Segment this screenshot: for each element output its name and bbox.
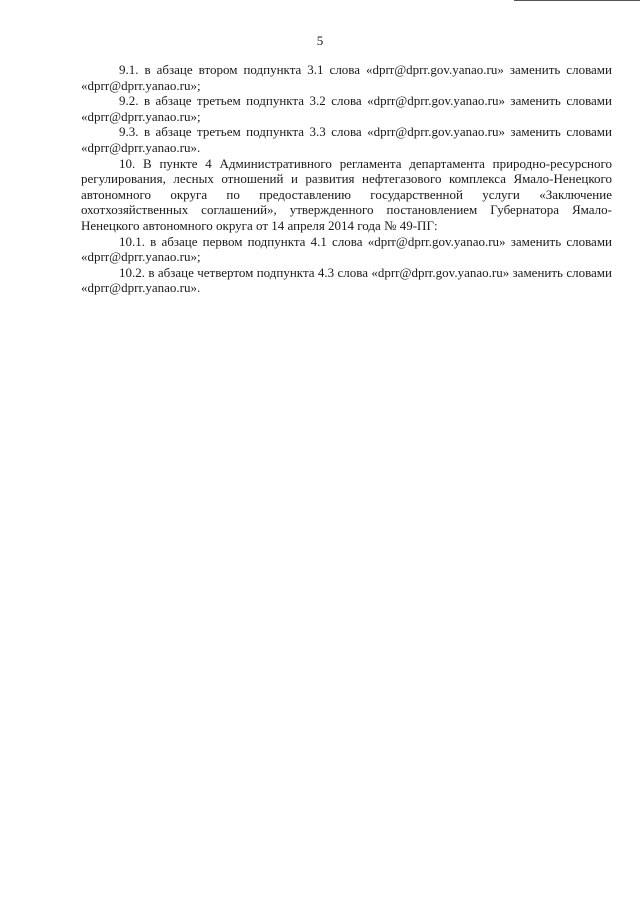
- paragraph-9-1: 9.1. в абзаце втором подпункта 3.1 слова «dprr@dprr.gov.yanao.ru» заменить словами «dprr@dprr.yanao.ru»;: [81, 62, 612, 93]
- paragraph-10-2: 10.2. в абзаце четвертом подпункта 4.3 слова «dprr@dprr.gov.yanao.ru» заменить словами «dprr@dprr.yanao.ru».: [81, 264, 612, 296]
- paragraph-9-2: 9.2. в абзаце третьем подпункта 3.2 слова «dprr@dprr.gov.yanao.ru» заменить словами «dprr@dprr.yanao.ru»;: [81, 93, 612, 124]
- paragraph-10: 10. В пункте 4 Административного регламента департамента природно-ресурсного регулирования, лесных отношений и развития нефтегазового комплекса Ямало-Ненецкого автономного округа по предоставлению государственной услуги «Заключение охотхозяйственных соглашений», утвержденного постановлением Губернатора Ямало-Ненецкого автономного округа от 14 апреля 2014 года № 49-ПГ:: [81, 155, 612, 233]
- document-body: [81, 62, 612, 296]
- paragraph-10-1: 10.1. в абзаце первом подпункта 4.1 слова «dprr@dprr.gov.yanao.ru» заменить словами «dprr@dprr.yanao.ru»;: [81, 233, 612, 265]
- page-number: 5: [316, 33, 324, 48]
- paragraph-9-3: 9.3. в абзаце третьем подпункта 3.3 слова «dprr@dprr.gov.yanao.ru» заменить словами «dprr@dprr.yanao.ru».: [81, 124, 612, 155]
- scan-edge-line: [514, 0, 640, 1]
